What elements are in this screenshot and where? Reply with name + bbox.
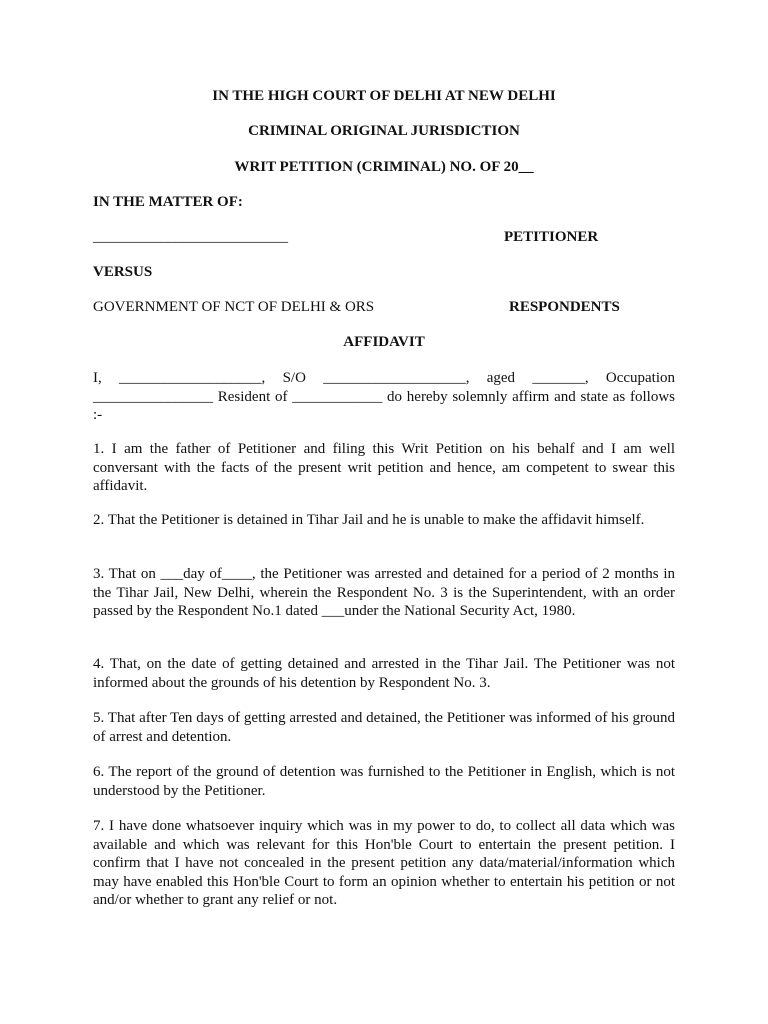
paragraph-1: 1. I am the father of Petitioner and filing this Writ Petition on his behalf and I am well conversant with the facts of the present writ petition and hence, am competent to swear this affidavit. [93, 441, 675, 495]
paragraph-2: 2. That the Petitioner is detained in Tihar Jail and he is unable to make the affidavit himself. [93, 512, 645, 528]
petition-number-heading: WRIT PETITION (CRIMINAL) NO. OF 20__ [234, 159, 534, 175]
respondent-label: RESPONDENTS [509, 299, 620, 315]
document-page [93, 0, 675, 1024]
respondent-name: GOVERNMENT OF NCT OF DELHI & ORS [93, 299, 375, 315]
affidavit-intro: I, ___________________, S/O ___________________, aged _______, Occupation ________________ Resident of ____________ do hereby solemnly affirm and state as follows :- [93, 370, 675, 424]
paragraph-3: 3. That on ___day of____, the Petitioner was arrested and detained for a period of 2 months in the Tihar Jail, New Delhi, wherein the Respondent No. 3 is the Superintendent, with an order passed by the Respondent No.1 dated ___under the National Security Act, 1980. [93, 566, 675, 620]
matter-label: IN THE MATTER OF: [93, 194, 243, 210]
affidavit-title: AFFIDAVIT [343, 334, 425, 350]
jurisdiction-heading: CRIMINAL ORIGINAL JURISDICTION [248, 123, 520, 139]
paragraph-6: 6. The report of the ground of detention was furnished to the Petitioner in English, which is not understood by the Petitioner. [93, 764, 675, 799]
petitioner-blank: __________________________ [93, 229, 288, 245]
versus-label: VERSUS [93, 264, 153, 280]
paragraph-4: 4. That, on the date of getting detained and arrested in the Tihar Jail. The Petitioner was not informed about the grounds of his detention by Respondent No. 3. [93, 656, 675, 691]
court-heading: IN THE HIGH COURT OF DELHI AT NEW DELHI [212, 88, 556, 104]
paragraph-7: 7. I have done whatsoever inquiry which was in my power to do, to collect all data which was available and which was relevant for this Hon'ble Court to entertain the present petition. I confirm that I have not concealed in the present petition any data/material/information which may have enabled this Hon'ble Court to form an opinion whether to entertain his petition or not and/or whether to grant any relief or not. [93, 818, 675, 909]
paragraph-5: 5. That after Ten days of getting arrested and detained, the Petitioner was informed of his ground of arrest and detention. [93, 710, 675, 745]
petitioner-label: PETITIONER [504, 229, 599, 245]
